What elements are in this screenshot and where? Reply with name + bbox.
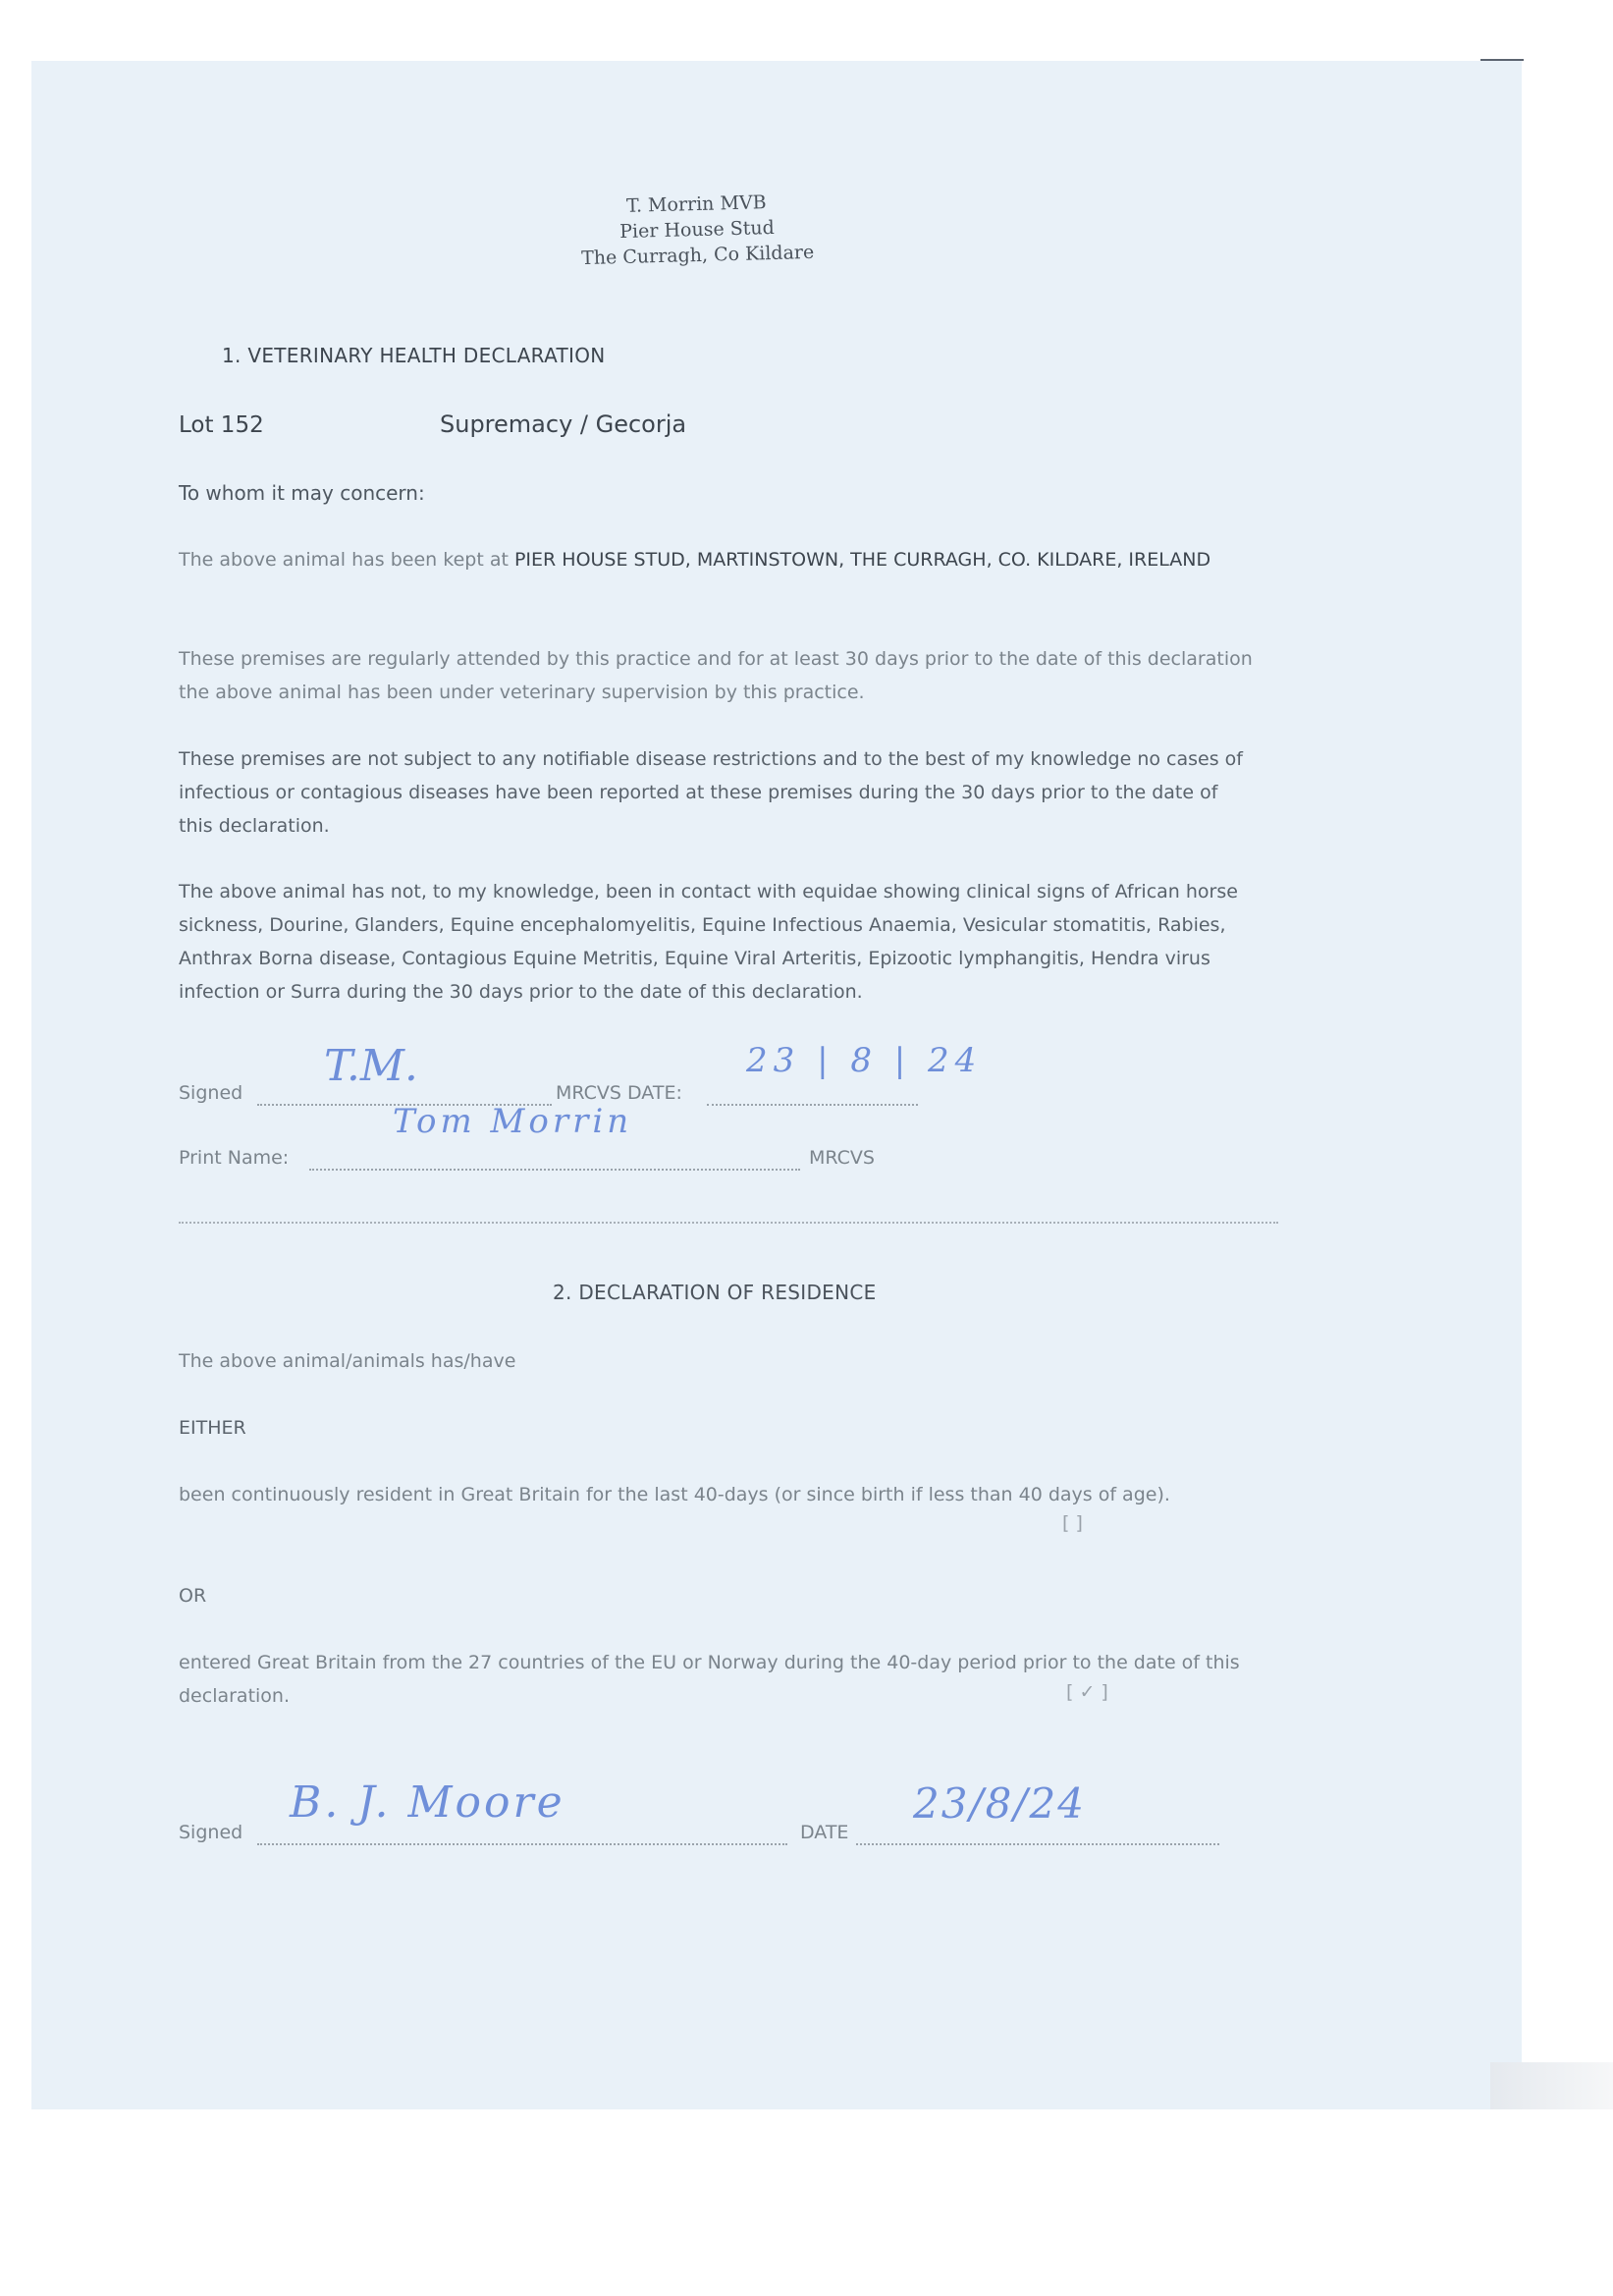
owner-signature: B. J. Moore [290, 1777, 565, 1828]
date-label-2: DATE [800, 1822, 849, 1843]
vet-signature: T.M. [324, 1041, 418, 1091]
print-name-line [309, 1149, 800, 1171]
checkbox-entered[interactable]: [ ✓ ] [1066, 1681, 1108, 1703]
section1-heading: 1. VETERINARY HEALTH DECLARATION [222, 344, 606, 367]
checkbox-continuous[interactable]: [ ] [1062, 1512, 1083, 1534]
either-label: EITHER [179, 1417, 246, 1439]
scan-shadow [1490, 2062, 1613, 2109]
residence-option-entered: entered Great Britain from the 27 countries of the EU or Norway during the 40-day period prior to the date of this declaration. [179, 1652, 1240, 1707]
residence-option-continuous: been continuously resident in Great Britain for the last 40-days (or since birth if less than 40 days of age). [179, 1484, 1170, 1505]
signed-label-2: Signed [179, 1822, 243, 1843]
letterhead-stud: Pier House Stud [618, 216, 776, 244]
scan-edge-line [1480, 59, 1524, 61]
letterhead-name: T. Morrin MVB [625, 191, 767, 217]
paragraph-contact: The above animal has not, to my knowledge, been in contact with equidae showing clinical signs of African horse sickness, Dourine, Glanders, Equine encephalomyelitis, Equine Infectious Anaemia, Vesicular stomatitis, Rabies, Anthrax Borna disease, Contagious Equine Metritis, Equine Viral Arteritis, Epizootic lymphangitis, Hendra virus infection or Surra during the 30 days prior to the date of this declaration. [179, 881, 1238, 1003]
section-divider [179, 1222, 1278, 1224]
paragraph-premises-location [179, 543, 1278, 576]
lot-number: Lot 152 [179, 412, 264, 438]
letterhead-address: The Curragh, Co Kildare [580, 241, 815, 270]
mrcvs-label: MRCVS [809, 1147, 875, 1169]
vet-handwritten-date: 23 | 8 | 24 [746, 1041, 983, 1080]
residence-intro: The above animal/animals has/have [179, 1350, 516, 1372]
letterhead [549, 188, 845, 272]
section2-heading: 2. DECLARATION OF RESIDENCE [553, 1281, 877, 1304]
signed-label-1: Signed [179, 1082, 243, 1104]
paragraph-restrictions: These premises are not subject to any notifiable disease restrictions and to the best of my knowledge no cases of infectious or contagious diseases have been reported at these premises during the 30 days prior to the date of this declaration. [179, 748, 1243, 837]
salutation: To whom it may concern: [179, 481, 425, 505]
or-label: OR [179, 1585, 207, 1607]
premises-address: PIER HOUSE STUD, MARTINSTOWN, THE CURRAGH, CO. KILDARE, IRELAND [513, 549, 1211, 571]
print-name-label: Print Name: [179, 1147, 290, 1169]
date-line-1 [707, 1084, 918, 1106]
owner-handwritten-date: 23/8/24 [913, 1779, 1086, 1828]
paragraph-premises-prefix: The above animal has been kept at [179, 549, 514, 571]
paragraph-supervision: These premises are regularly attended by this practice and for at least 30 days prior to the date of this declaration the above animal has been under veterinary supervision by this practice. [179, 648, 1253, 703]
horse-name: Supremacy / Gecorja [440, 410, 687, 438]
mrcvs-date-label: MRCVS DATE: [556, 1082, 682, 1104]
vet-handwritten-name: Tom Morrin [393, 1102, 633, 1141]
